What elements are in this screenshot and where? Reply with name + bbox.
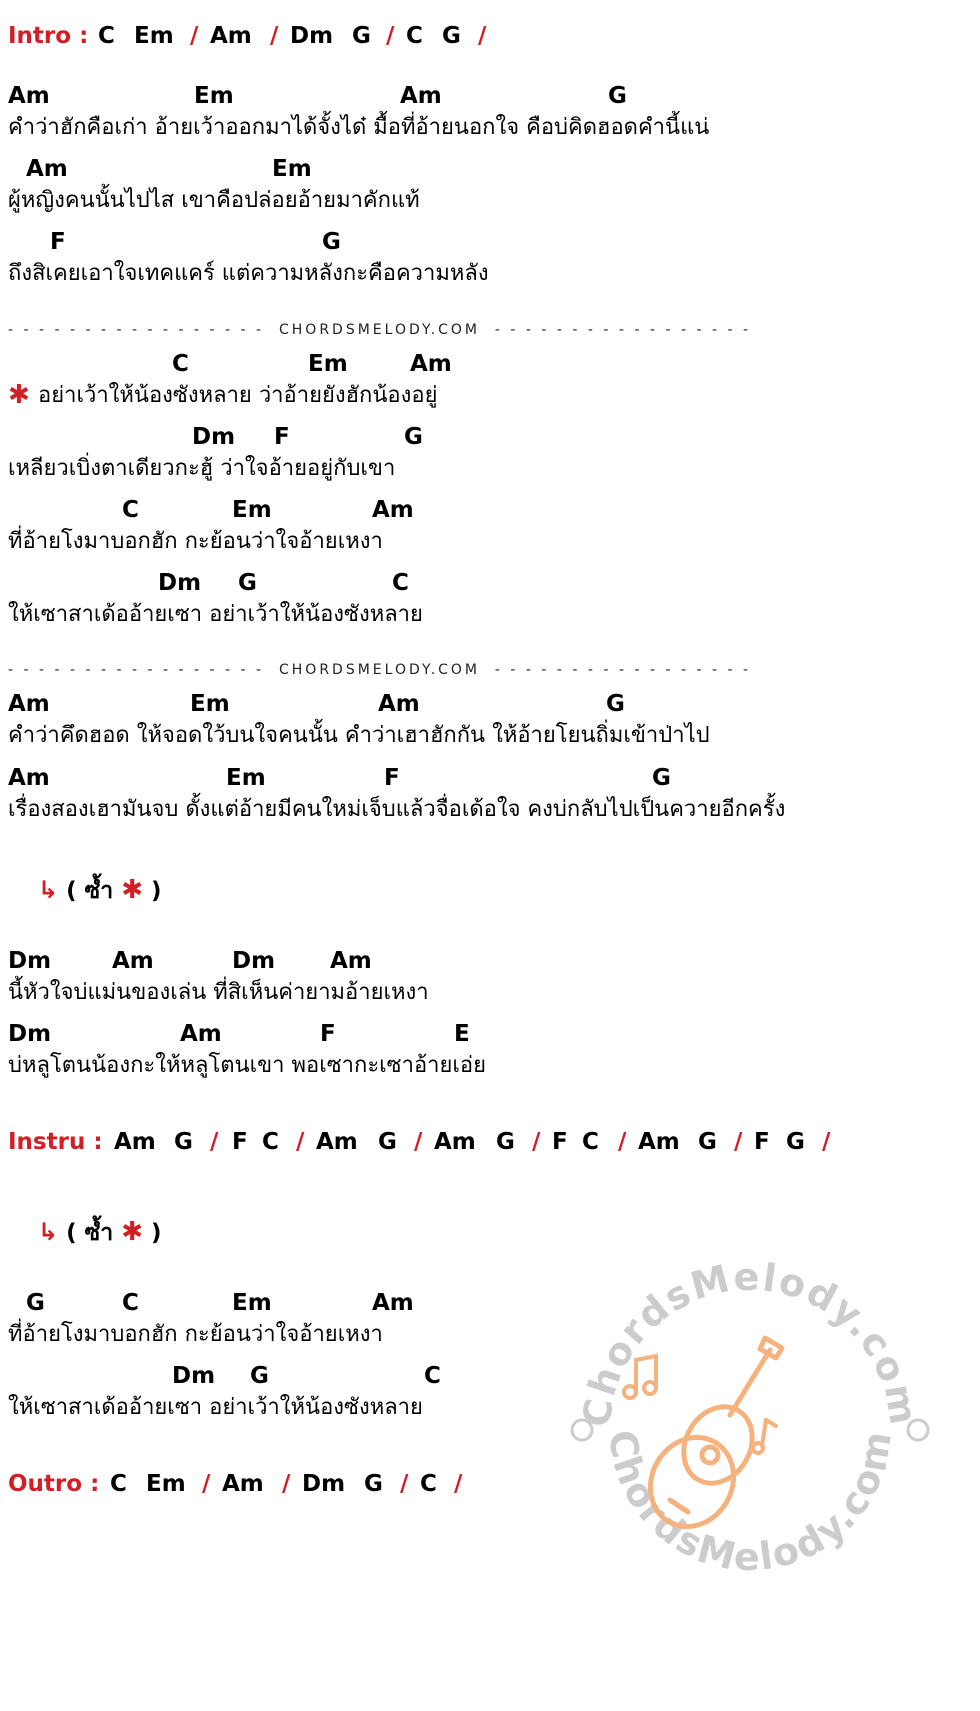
chord: G [364, 1471, 383, 1497]
repeat-chorus-marker [38, 1218, 162, 1247]
bar-slash: / [190, 23, 199, 49]
chord: G [404, 424, 423, 450]
chord: Dm [290, 23, 334, 49]
bar-slash: / [532, 1129, 541, 1155]
outro-label: Outro : [8, 1471, 100, 1497]
repeat-chorus-marker [38, 876, 162, 905]
lyric-line: บ่หลูโตนน้องกะให้หลูโตนเขา พอเซากะเซาอ้ายเอ่ย [8, 1053, 487, 1078]
chord: F [552, 1129, 568, 1155]
chord: Dm [302, 1471, 346, 1497]
chord: G [378, 1129, 397, 1155]
bar-slash: / [282, 1471, 291, 1497]
chord: Em [232, 497, 272, 523]
chord: C [172, 351, 189, 377]
lyric-line: เหลียวเบิ่งตาเดียวกะฮู้ ว่าใจอ้ายอยู่กับเขา [8, 456, 396, 481]
chord: Am [8, 691, 50, 717]
chord: C [424, 1363, 441, 1389]
chord: Am [638, 1129, 680, 1155]
chord: G [250, 1363, 269, 1389]
chord: Em [226, 765, 266, 791]
lyric-line: เรื่องสองเฮามันจบ ดั้งแต่อ้ายมีคนใหม่เจ็บแล้วจื่อเด้อใจ คงบ่กลับไปเป็นควายอีกครั้ง [8, 797, 786, 822]
chord: C [122, 497, 139, 523]
chord: G [786, 1129, 805, 1155]
separator [8, 320, 751, 340]
chord: Dm [192, 424, 236, 450]
bar-slash: / [414, 1129, 423, 1155]
chord: F [50, 229, 66, 255]
chord: C [98, 23, 115, 49]
chord: G [352, 23, 371, 49]
chord: F [232, 1129, 248, 1155]
chord: Em [272, 156, 312, 182]
chord: Am [410, 351, 452, 377]
bar-slash: / [734, 1129, 743, 1155]
chord: Am [378, 691, 420, 717]
lyric-line: ผู้หญิงคนนั้นไปไส เขาคือปล่อยอ้ายมาคักแท้ [8, 188, 420, 213]
bar-slash: / [270, 23, 279, 49]
chord: G [698, 1129, 717, 1155]
chord: G [652, 765, 671, 791]
chord: F [320, 1021, 336, 1047]
chord: Am [400, 83, 442, 109]
chord: C [262, 1129, 279, 1155]
separator-site: CHORDSMELODY.COM [279, 662, 481, 678]
repeat-text: ( ซ้ำ [66, 1220, 114, 1246]
chord: Em [190, 691, 230, 717]
separator-dashes: - - - - - - - - - - - - - - - - - [494, 662, 752, 678]
lyric-line: คำว่าคึดฮอด ให้จอดใว้บนใจคนนั้น คำว่าเฮาฮักกัน ให้อ้ายโยนถิ่มเข้าป่าไป [8, 723, 710, 748]
separator-site: CHORDSMELODY.COM [279, 322, 481, 338]
chord: Am [180, 1021, 222, 1047]
chord: C [392, 570, 409, 596]
lyric-line: คำว่าฮักคือเก่า อ้ายเว้าออกมาได้จั้งได๋ มื้อที่อ้ายนอกใจ คือบ่คิดฮอดคำนี้แน่ [8, 115, 710, 140]
lyric-line: ที่อ้ายโงมาบอกฮัก กะย้อนว่าใจอ้ายเหงา [8, 529, 383, 554]
separator-dashes: - - - - - - - - - - - - - - - - - [494, 322, 752, 338]
chord: Em [146, 1471, 186, 1497]
chord: C [582, 1129, 599, 1155]
instru-label: Instru : [8, 1129, 103, 1155]
chord: F [384, 765, 400, 791]
separator-dashes: - - - - - - - - - - - - - - - - - [8, 662, 265, 678]
chord: C [420, 1471, 437, 1497]
watermark-top-text: ChordsMelody.com [574, 1254, 927, 1430]
chord: Am [372, 497, 414, 523]
chord: Am [112, 948, 154, 974]
chorus-star-icon: ✱ [8, 380, 30, 410]
chord: Dm [8, 948, 52, 974]
lyric-line: ให้เซาสาเด้ออ้ายเซา อย่าเว้าให้น้องซังหลาย [8, 602, 423, 627]
chorus-star-icon: ✱ [121, 1217, 143, 1247]
repeat-text: ( ซ้ำ [66, 878, 114, 904]
chord: C [122, 1290, 139, 1316]
chord: G [238, 570, 257, 596]
chordsmelody-watermark-logo [570, 1250, 930, 1610]
chord: C [406, 23, 423, 49]
chord: C [110, 1471, 127, 1497]
chord: Am [114, 1129, 156, 1155]
lyric-line: ให้เซาสาเด้ออ้ายเซา อย่าเว้าให้น้องซังหลาย [8, 1395, 423, 1420]
repeat-close: ) [151, 1220, 162, 1246]
lyric-line: อย่าเว้าให้น้องซังหลาย ว่าอ้ายยังฮักน้องอยู่ [38, 383, 438, 408]
chord: G [322, 229, 341, 255]
bar-slash: / [296, 1129, 305, 1155]
chord: G [608, 83, 627, 109]
chord: Dm [172, 1363, 216, 1389]
chord: Am [316, 1129, 358, 1155]
bar-slash: / [454, 1471, 463, 1497]
chord: Em [134, 23, 174, 49]
chord: Dm [232, 948, 276, 974]
chord: Dm [8, 1021, 52, 1047]
bar-slash: / [202, 1471, 211, 1497]
watermark-bottom-text: ChordsMelody.com [600, 1426, 901, 1580]
chord: G [26, 1290, 45, 1316]
chord: F [274, 424, 290, 450]
separator-dashes: - - - - - - - - - - - - - - - - - [8, 322, 265, 338]
intro-label: Intro : [8, 23, 89, 49]
chord: G [606, 691, 625, 717]
bar-slash: / [618, 1129, 627, 1155]
chorus-star-icon: ✱ [121, 875, 143, 905]
lyric-line: ที่อ้ายโงมาบอกฮัก กะย้อนว่าใจอ้ายเหงา [8, 1322, 383, 1347]
separator [8, 660, 751, 680]
chord: Am [434, 1129, 476, 1155]
bar-slash: / [386, 23, 395, 49]
bar-slash: / [822, 1129, 831, 1155]
chord: G [442, 23, 461, 49]
lyric-line: ถึงสิเคยเอาใจเทคแคร์ แต่ความหลังกะคือความหลัง [8, 261, 489, 286]
chord: Am [330, 948, 372, 974]
chord: F [754, 1129, 770, 1155]
chord: Em [232, 1290, 272, 1316]
turn-arrow-icon: ↳ [38, 1218, 59, 1246]
intro-line [8, 22, 88, 50]
chord: Em [194, 83, 234, 109]
bar-slash: / [478, 23, 487, 49]
chord: Am [372, 1290, 414, 1316]
chord: E [454, 1021, 470, 1047]
chord: Am [8, 765, 50, 791]
bar-slash: / [210, 1129, 219, 1155]
chord: G [496, 1129, 515, 1155]
chord: Am [210, 23, 252, 49]
turn-arrow-icon: ↳ [38, 876, 59, 904]
chord: Dm [158, 570, 202, 596]
chord: G [174, 1129, 193, 1155]
chord: Em [308, 351, 348, 377]
repeat-close: ) [151, 878, 162, 904]
lyric-line: นี้หัวใจบ่แม่นของเล่น ที่สิเห็นค่ายามอ้ายเหงา [8, 980, 429, 1005]
chord: Am [26, 156, 68, 182]
chord: Am [8, 83, 50, 109]
chord: Am [222, 1471, 264, 1497]
bar-slash: / [400, 1471, 409, 1497]
